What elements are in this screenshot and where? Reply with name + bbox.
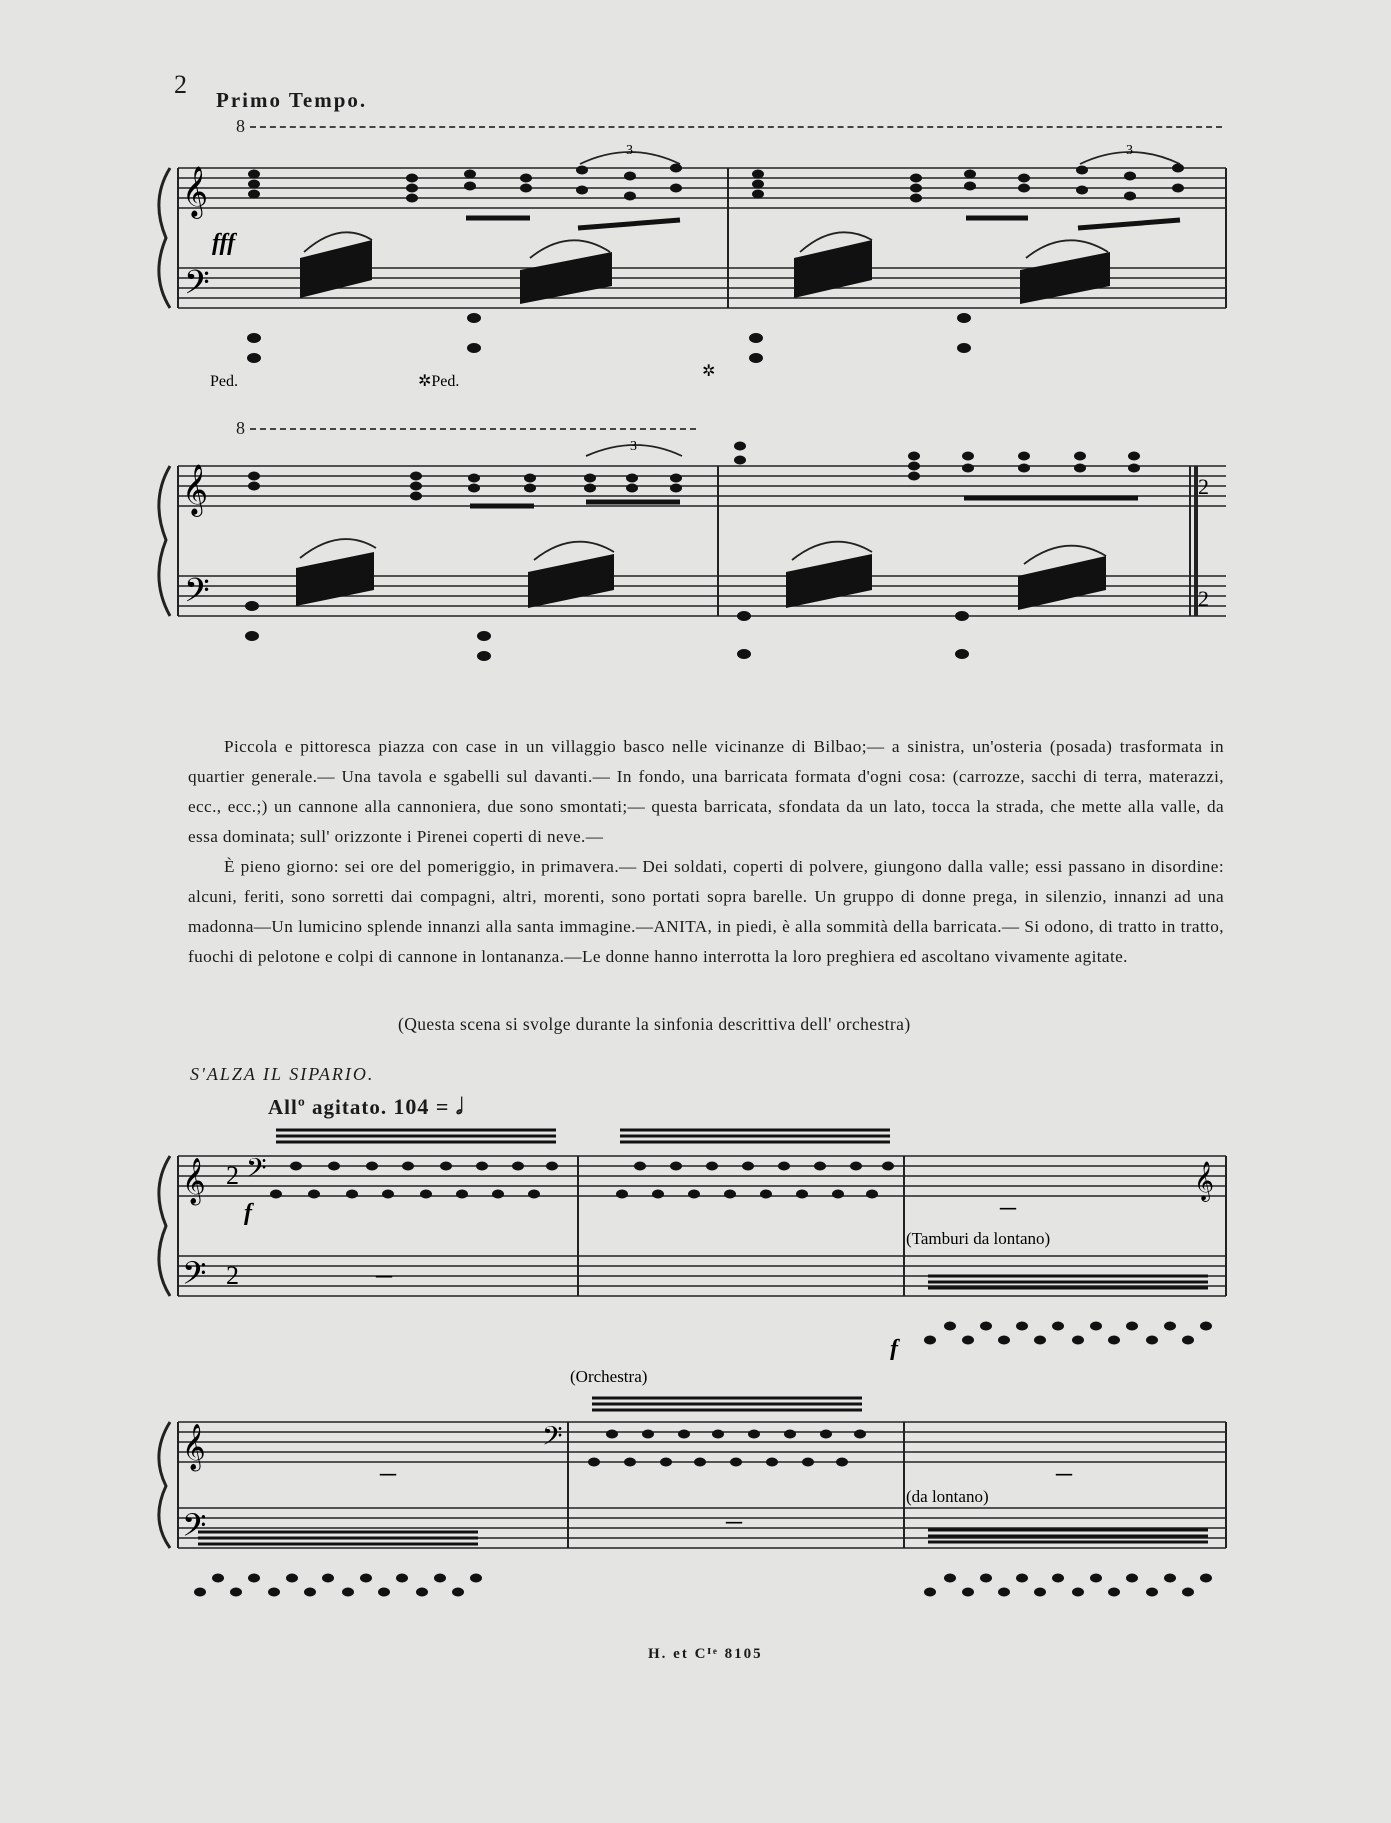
- treble-clef-4: 𝄞: [182, 1424, 206, 1469]
- rest-4c: –: [726, 1501, 742, 1537]
- f-marking-2: f: [890, 1336, 898, 1360]
- score-system-4-svg: [0, 1370, 1391, 1620]
- tempo-marking: [268, 1094, 464, 1120]
- chords-1: [248, 164, 1184, 203]
- rest-4a: –: [380, 1453, 396, 1489]
- beams-2: [470, 498, 1138, 506]
- pedal-2: ✲Ped.: [418, 373, 460, 390]
- bass-clef-2: 𝄢: [184, 572, 210, 617]
- bass-clef-3: 𝄢: [182, 1257, 207, 1299]
- f-marking-1: f: [244, 1200, 252, 1226]
- triplet-2: 3: [1126, 143, 1133, 158]
- triplet-3: 3: [630, 440, 637, 454]
- bass-low-notes-1: [247, 313, 971, 363]
- treble-clef-change-3: 𝄞: [1194, 1163, 1215, 1200]
- treble-clef-2: 𝄞: [182, 465, 209, 514]
- treble-staff-1: [178, 168, 1226, 208]
- pedal-release: ✲: [702, 363, 716, 380]
- slurs-2: [300, 445, 1106, 564]
- score-system-2-svg: [0, 440, 1391, 690]
- brace-3: [159, 1156, 170, 1296]
- time-sig-treble-2: 2: [1198, 474, 1209, 499]
- rest-3: –: [1000, 1187, 1016, 1223]
- label-orchestra: (Orchestra): [570, 1370, 648, 1386]
- bass-low-notes-2: [245, 601, 969, 661]
- rest-4b: –: [1056, 1453, 1072, 1489]
- tremolo-bass-1: [300, 240, 1110, 304]
- orchestra-notes-4: [588, 1430, 866, 1467]
- pedal-1: Ped.: [210, 373, 238, 390]
- treble-clef-3: 𝄞: [182, 1158, 206, 1203]
- octave-line-2: [250, 428, 696, 430]
- publisher-footer: H. et Cᴵᵉ 8105: [648, 1646, 763, 1662]
- drum-beams-4: [198, 1530, 1208, 1544]
- brace-2: [159, 466, 170, 616]
- curtain-direction: S'ALZA IL SIPARIO.: [190, 1064, 375, 1084]
- brace-1: [159, 168, 170, 308]
- music-system-2: [0, 440, 1391, 690]
- metronome-mark: 104 = 𝅗𝅥: [393, 1094, 464, 1119]
- tremolo-bass-2: [296, 552, 1106, 610]
- music-system-3: [0, 1120, 1391, 1360]
- time-sig-bass-3: 2: [226, 1261, 239, 1290]
- bass-clef-change-4: 𝄢: [542, 1421, 563, 1457]
- bass-clef-1: 𝄢: [184, 264, 210, 309]
- brace-4: [159, 1422, 170, 1548]
- page-number: 2: [174, 70, 187, 99]
- time-sig-treble-3: 2: [226, 1161, 239, 1190]
- octave-mark: 8: [236, 116, 245, 136]
- time-sig-bass-2: 2: [1198, 586, 1209, 611]
- drum-notes-4: [194, 1574, 1212, 1597]
- treble-clef-1: 𝄞: [182, 167, 209, 216]
- bass-clef-change-3: 𝄢: [246, 1153, 267, 1189]
- score-system-1-svg: [0, 140, 1391, 400]
- orchestra-beams-4: [592, 1398, 862, 1410]
- octave-mark-2: 8: [236, 418, 245, 438]
- scene-description: [188, 732, 1224, 972]
- chords-2: [248, 442, 1140, 501]
- stage-note: (Questa scena si svolge durante la sinfonia descrittiva dell' orchestra): [398, 1014, 911, 1034]
- rest-bass-3: –: [376, 1255, 392, 1291]
- tremolo-notes-3a: [270, 1162, 894, 1199]
- music-system-4: [0, 1370, 1391, 1620]
- triplet-1: 3: [626, 143, 633, 158]
- description-paragraph-2: È pieno giorno: sei ore del pomeriggio, in primavera.— Dei soldati, coperti di polvere, giungono dalla valle; essi passano in disordine: alcuni, feriti, sono sorretti dai compagni, altri, morenti, sono portati sopra barelle. Un gruppo di donne prega, in silenzio, innanzi ad una madonna—Un lumicino splende innanzi alla santa immagine.—ANITA, in piedi, è alla sommità della barricata.— Si odono, di tratto in tratto, fuochi di pelotone e colpi di cannone in lontananza.—Le donne hanno interrotta la loro preghiera ed ascoltano vivamente agitate.: [188, 857, 1224, 966]
- score-system-3-svg: [0, 1120, 1391, 1360]
- bass-clef-4: 𝄢: [182, 1509, 207, 1551]
- description-paragraph-1: Piccola e pittoresca piazza con case in un villaggio basco nelle vicinanze di Bilbao;— a sinistra, un'osteria (posada) trasformata in quartier generale.— Una tavola e sgabelli sul davanti.— In fondo, una barricata formata d'ogni cosa: (carrozze, sacchi di terra, materazzi, ecc., ecc.;) un cannone alla cannoniera, due sono smontati;— questa barricata, sfondata da un lato, tocca la strada, che mette alla valle, da essa dominata; sull' orizzonte i Pirenei coperti di neve.—: [188, 737, 1224, 846]
- beams-3a: [276, 1130, 890, 1142]
- tempo-text: Allº agitato.: [268, 1095, 388, 1119]
- drum-notes-3: [924, 1322, 1212, 1345]
- fff-marking: fff: [212, 230, 236, 256]
- octave-line: [250, 126, 1222, 128]
- music-system-1: [0, 140, 1391, 400]
- label-da-lontano: (da lontano): [906, 1487, 989, 1506]
- tempo-primo: Primo Tempo.: [216, 88, 368, 112]
- beams-1: [466, 218, 1180, 228]
- label-tamburi: (Tamburi da lontano): [906, 1229, 1051, 1248]
